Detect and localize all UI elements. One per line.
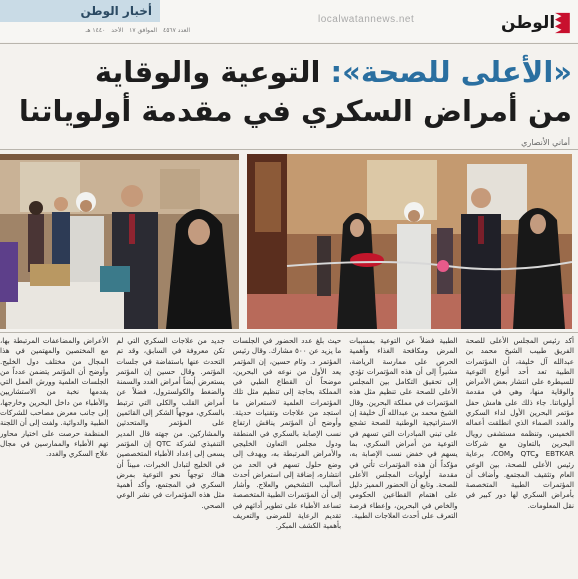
article-column-2: الطبية فضلاً عن التوعية بمسببات المرض ومكافحة الغذاء وأهمية الحرص على ممارسة الرياضة، مشيراً إلى أن هذه المؤتمرات تؤدي إلى تحقيق التكامل بين المجلس الأعلى للصحة على تنظيم مثل هذه المؤتمرات في مملكة البحرين. وقال الشيخ محمد بن عبدالله آل خليفة إن الاستراتيجية الوطنية للصحة تشجع على تبني المبادرات التي تسهم في التوعية من أمراض السكري، بما يسهم في خفض نسب الإصابة به، مؤكداً أن هذه المؤتمرات تأتي في مقدمة أولويات المجلس الأعلى للصحة. وتابع أن الحضور المميز دليل على اهتمام القطاعين الحكومي والخاص في البحرين، وإعطاء فرصة التعرف على أحدث العلاجات الطبية.: [349, 336, 458, 521]
issue-day: الأحد: [111, 27, 124, 34]
byline: أماني الأنصاري: [521, 138, 570, 147]
newspaper-logo: [498, 10, 570, 36]
ribbon-cutting-photo: [247, 154, 572, 329]
headline-rest: التوعية والوقاية: [94, 55, 321, 89]
photo-divider: [0, 332, 578, 333]
article-column-3: حيث بلغ عدد الحضور في الجلسات ما يزيد عن ٥٠٠ مشارك. وقال رئيس المؤتمر د. وئام حسين، إن المؤتمر يعد الأول من نوعه في البحرين، موضحاً أن القطاع الطبي في المملكة بحاجة إلى تنظيم مثل تلك المؤتمرات العلمية لاستعراض ما استجد من علاجات وتقنيات حديثة. وأوضح أن المؤتمر يناقش ارتفاع نسب الإصابة بالسكري في المنطقة ودول مجلس التعاون الخليجي والأمراض المرتبطة به، ويهدف إلى وضع حلول تسهم في الحد من انتشاره، إضافة إلى استعراض أحدث أساليب التشخيص والعلاج. وأشار إلى أن المؤتمرات الطبية المتخصصة تساعد الأطباء على تطوير أدائهم في تقديم الرعاية للمرضى والتعريف بأهمية الكشف المبكر.: [232, 336, 342, 531]
article-column-1: أكد رئيس المجلس الأعلى للصحة الفريق طبيب الشيخ محمد بن عبدالله آل خليفة، أن المؤتمرات الطبية تعد أحد أنواع التوعية للسيطرة على انتشار بعض الأمراض والوقاية منها، وهي في مقدمة أولوياتنا. جاء ذلك على هامش حفل مؤتمر البحرين الأول لداء السكري والغدد الصماء الذي انطلقت أعماله الخميس، وتنظمه مستشفى رويال البحرين بالتعاون مع شركات EBTKAR وQTC وCOM، برعاية رئيس الأعلى للصحة، بين الوعي العام وتثقيف المجتمع. وأضاف أن المؤتمرات الطبية المتخصصة بأمراض السكري لها دور كبير في نقل المعلومات.: [465, 336, 574, 510]
article-column-4: جديد من علاجات السكري التي لم تكن معروفة في السابق، وقد تم التحدث عنها باستفاضة في جلسات المؤتمر. وقال حسين إن المؤتمر يستعرض أيضاً أمراض الغدد والسمنة والضغط والكولسترول، فضلاً عن أمراض القلب والكلى التي ترتبط بالسكري، موجهاً الشكر إلى القائمين على المؤتمر والمتحدثين والمشاركين. من جهته قال المدير التنفيذي لشركة QTC إن المؤتمر يسعى إلى إعداد الأطباء المتخصصين في الخليج لتبادل الخبرات، مبيناً أن هناك توجهاً نحو التوعية بمرض السكري في المجتمع، وأكد أهمية مثل هذه المؤتمرات في نشر الوعي الصحي.: [116, 336, 225, 510]
article-column-5: الأعراض والمضاعفات المرتبطة بها، مع المختصين والمهتمين في هذا المجال من مختلف دول الخليج. وأوضح أن المؤتمر يتضمن عدداً من الجلسات العلمية وورش العمل التي يقدمها نخبة من الاستشاريين والأطباء من داخل البحرين وخارجها، إلى جانب معرض مصاحب للشركات الطبية والدوائية. ولفت إلى أن اللجنة المنظمة حرصت على اختيار محاور تهم الأطباء والممارسين في مجال علاج السكري والغدد.: [0, 336, 109, 459]
issue-date: الموافق ١٧: [129, 27, 158, 34]
flag-icon: [555, 12, 570, 34]
article-headline: [6, 53, 572, 131]
section-title: أخبار الوطن: [0, 0, 160, 22]
headline-line-1: [6, 53, 572, 91]
masthead-divider: [0, 43, 578, 44]
headline-line-2: من أمراض السكري في مقدمة أولوياتنا: [18, 94, 572, 128]
byline-divider: [0, 149, 578, 150]
issue-info: [0, 27, 190, 34]
issue-number: العدد ٤٥٦٧: [162, 27, 190, 34]
honoring-ceremony-photo: [0, 154, 239, 329]
issue-year: ١٤٤٠ هـ: [85, 27, 106, 34]
article-body: [0, 336, 574, 579]
site-url: localwatannews.net: [318, 14, 415, 25]
logo-text: الوطن: [501, 13, 556, 33]
headline-accent: «الأعلى للصحة»:: [330, 55, 572, 89]
masthead: [0, 0, 578, 42]
